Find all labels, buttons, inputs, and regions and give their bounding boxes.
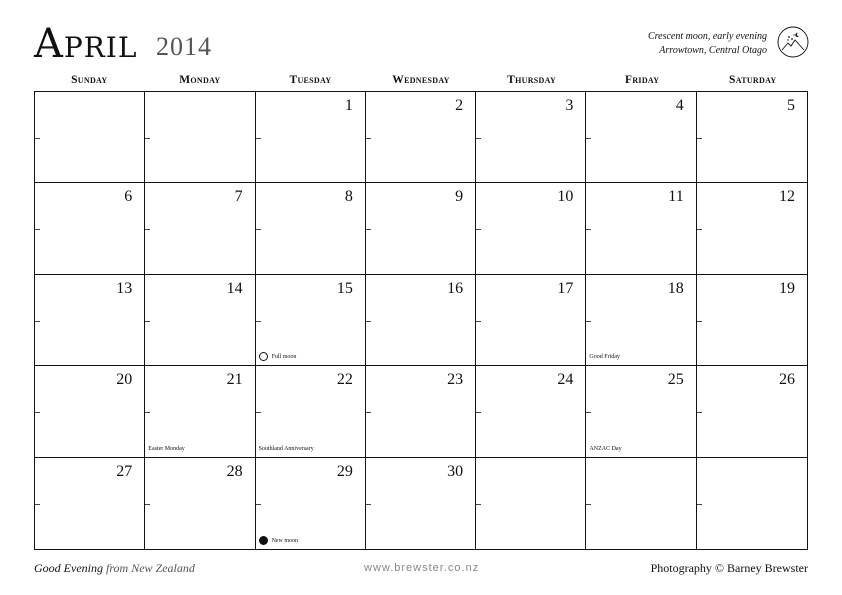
day-cell xyxy=(256,275,366,366)
cell-tick-mark xyxy=(586,412,591,413)
day-number: 5 xyxy=(786,97,795,114)
day-number: 12 xyxy=(778,188,795,206)
day-number: 22 xyxy=(336,371,353,389)
weekday-saturday: Saturday xyxy=(729,74,777,86)
day-cell xyxy=(145,275,255,366)
day-number: 3 xyxy=(565,97,574,114)
weekday-header-row xyxy=(34,74,808,90)
cell-tick-mark xyxy=(697,138,702,139)
day-cell xyxy=(366,458,476,549)
day-number: 23 xyxy=(447,371,464,389)
cell-tick-mark xyxy=(256,138,261,139)
day-cell xyxy=(697,92,807,183)
cell-tick-mark xyxy=(586,229,591,230)
day-number: 14 xyxy=(226,279,243,297)
cell-tick-mark xyxy=(697,412,702,413)
cell-tick-mark xyxy=(476,504,481,505)
day-number: 8 xyxy=(344,188,353,206)
footer-title-main: Good Evening xyxy=(34,561,103,575)
cell-tick-mark xyxy=(35,321,40,322)
footer-credit: Photography © Barney Brewster xyxy=(650,561,808,575)
cell-tick-mark xyxy=(586,504,591,505)
moon-mountain-logo-icon xyxy=(777,26,809,58)
day-cell xyxy=(476,183,586,274)
day-cell xyxy=(366,92,476,183)
cell-tick-mark xyxy=(697,229,702,230)
cell-tick-mark xyxy=(366,504,371,505)
day-number: 11 xyxy=(668,188,684,206)
cell-tick-mark xyxy=(256,412,261,413)
day-number: 13 xyxy=(116,279,133,297)
day-cell xyxy=(35,183,145,274)
moon-phase-label: Full moon xyxy=(271,353,297,360)
day-cell xyxy=(697,275,807,366)
day-cell xyxy=(145,366,255,457)
day-number: 15 xyxy=(336,279,353,297)
cell-tick-mark xyxy=(476,321,481,322)
day-cell xyxy=(145,183,255,274)
moon-phase xyxy=(259,536,299,545)
day-cell xyxy=(256,366,366,457)
year-title: 2014 xyxy=(156,32,212,61)
cell-tick-mark xyxy=(256,229,261,230)
day-cell xyxy=(697,183,807,274)
weekday-wednesday: Wednesday xyxy=(392,74,450,86)
day-number: 20 xyxy=(116,371,133,389)
footer-title-sub: from New Zealand xyxy=(105,561,195,575)
moon-phase xyxy=(259,352,297,361)
cell-tick-mark xyxy=(366,229,371,230)
day-number: 10 xyxy=(557,188,574,206)
cell-tick-mark xyxy=(476,138,481,139)
day-number: 28 xyxy=(226,462,243,480)
day-cell xyxy=(145,458,255,549)
cell-tick-mark xyxy=(35,138,40,139)
day-cell xyxy=(586,275,696,366)
day-number: 17 xyxy=(557,279,574,297)
caption-line-1: Crescent moon, early evening xyxy=(647,31,767,42)
weekday-sunday: Sunday xyxy=(71,74,108,86)
day-number: 9 xyxy=(455,188,464,206)
day-cell xyxy=(697,458,807,549)
day-cell xyxy=(476,92,586,183)
cell-tick-mark xyxy=(145,229,150,230)
cell-tick-mark xyxy=(35,229,40,230)
day-number: 19 xyxy=(778,279,795,297)
day-number: 6 xyxy=(124,188,133,206)
day-cell xyxy=(35,92,145,183)
day-number: 27 xyxy=(116,462,133,480)
cell-tick-mark xyxy=(697,504,702,505)
day-number: 25 xyxy=(667,371,684,389)
cell-tick-mark xyxy=(145,504,150,505)
cell-tick-mark xyxy=(35,504,40,505)
cell-tick-mark xyxy=(697,321,702,322)
moon-phase-label: New moon xyxy=(271,537,299,544)
cell-tick-mark xyxy=(145,138,150,139)
day-cell xyxy=(586,92,696,183)
day-cell xyxy=(366,366,476,457)
weekday-monday: Monday xyxy=(179,74,221,86)
weekday-thursday: Thursday xyxy=(507,74,557,86)
day-number: 1 xyxy=(344,97,353,114)
holiday-note: ANZAC Day xyxy=(589,445,622,452)
cell-tick-mark xyxy=(366,412,371,413)
cell-tick-mark xyxy=(35,412,40,413)
cell-tick-mark xyxy=(366,138,371,139)
cell-tick-mark xyxy=(586,321,591,322)
page-footer xyxy=(34,561,808,577)
footer-title xyxy=(34,561,195,576)
calendar-header xyxy=(34,20,809,66)
day-number: 2 xyxy=(455,97,464,114)
cell-tick-mark xyxy=(476,412,481,413)
calendar-grid xyxy=(34,91,808,550)
day-cell xyxy=(256,92,366,183)
weekday-friday: Friday xyxy=(625,74,660,86)
cell-tick-mark xyxy=(256,321,261,322)
month-title: April xyxy=(34,21,138,67)
day-cell xyxy=(35,458,145,549)
photo-caption xyxy=(648,30,767,58)
day-number: 21 xyxy=(226,371,243,389)
cell-tick-mark xyxy=(256,504,261,505)
day-cell xyxy=(476,458,586,549)
day-number: 30 xyxy=(447,462,464,480)
day-number: 26 xyxy=(778,371,795,389)
holiday-note: Good Friday xyxy=(589,354,620,361)
day-cell xyxy=(586,366,696,457)
day-number: 16 xyxy=(447,279,464,297)
day-number: 18 xyxy=(667,279,684,297)
weekday-tuesday: Tuesday xyxy=(289,74,332,86)
cell-tick-mark xyxy=(586,138,591,139)
day-cell xyxy=(256,183,366,274)
day-cell xyxy=(586,183,696,274)
day-cell xyxy=(35,275,145,366)
day-cell xyxy=(366,183,476,274)
day-cell xyxy=(35,366,145,457)
cell-tick-mark xyxy=(145,321,150,322)
day-number: 7 xyxy=(234,188,243,206)
day-cell xyxy=(145,92,255,183)
footer-url: www.brewster.co.nz xyxy=(364,562,480,574)
day-cell xyxy=(476,275,586,366)
day-cell xyxy=(697,366,807,457)
caption-line-2: Arrowtown, Central Otago xyxy=(659,45,767,56)
day-cell xyxy=(586,458,696,549)
day-number: 29 xyxy=(336,462,353,480)
full-moon-icon xyxy=(259,352,268,361)
day-cell xyxy=(476,366,586,457)
new-moon-icon xyxy=(259,536,268,545)
holiday-note: Southland Anniversary xyxy=(258,445,314,452)
cell-tick-mark xyxy=(145,412,150,413)
cell-tick-mark xyxy=(476,229,481,230)
cell-tick-mark xyxy=(366,321,371,322)
day-number: 4 xyxy=(675,97,684,114)
day-cell xyxy=(256,458,366,549)
day-cell xyxy=(366,275,476,366)
day-number: 24 xyxy=(557,371,574,389)
holiday-note: Easter Monday xyxy=(148,445,185,452)
